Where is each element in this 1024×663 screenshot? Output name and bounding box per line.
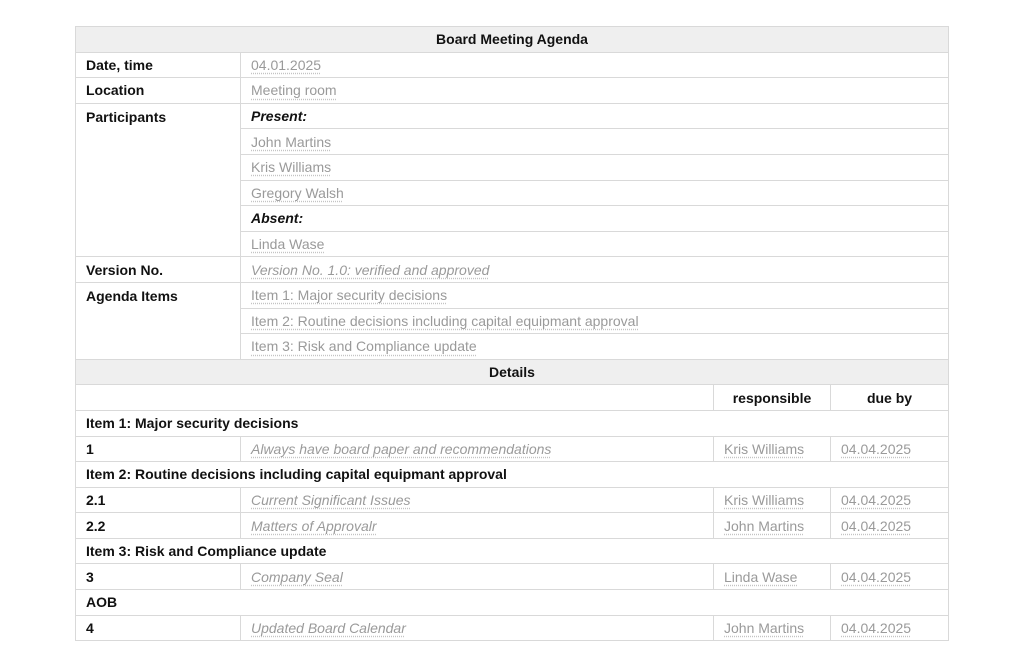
agenda-item-cell[interactable] — [241, 308, 949, 334]
version-value[interactable]: Version No. 1.0: verified and approved — [251, 261, 490, 278]
task-number: 2.1 — [76, 487, 241, 513]
due-cell[interactable] — [831, 564, 949, 590]
participant-cell[interactable] — [241, 129, 949, 155]
participants-label: Participants — [76, 103, 241, 257]
responsible-value[interactable]: John Martins — [724, 517, 805, 534]
task-text[interactable]: Always have board paper and recommendations — [251, 440, 552, 457]
participant-cell[interactable] — [241, 231, 949, 257]
responsible-value[interactable]: Linda Wase — [724, 568, 798, 585]
version-cell[interactable] — [241, 257, 949, 283]
agenda-items-label: Agenda Items — [76, 282, 241, 359]
task-cell[interactable] — [241, 487, 714, 513]
responsible-cell[interactable] — [714, 487, 831, 513]
location-label: Location — [76, 78, 241, 104]
responsible-cell[interactable] — [714, 436, 831, 462]
task-row — [76, 615, 949, 641]
due-cell[interactable] — [831, 513, 949, 539]
participant-present[interactable]: Kris Williams — [251, 159, 332, 176]
present-label-cell — [241, 103, 949, 129]
due-cell[interactable] — [831, 487, 949, 513]
due-value[interactable]: 04.04.2025 — [841, 568, 912, 585]
location-cell[interactable] — [241, 78, 949, 104]
absent-label-cell — [241, 206, 949, 232]
agenda-title: Board Meeting Agenda — [76, 27, 949, 53]
task-number: 3 — [76, 564, 241, 590]
task-text[interactable]: Matters of Approvalr — [251, 517, 377, 534]
task-cell[interactable] — [241, 436, 714, 462]
due-value[interactable]: 04.04.2025 — [841, 491, 912, 508]
date-value[interactable]: 04.01.2025 — [251, 56, 322, 73]
task-text[interactable]: Updated Board Calendar — [251, 619, 406, 636]
task-number: 4 — [76, 615, 241, 641]
task-text[interactable]: Company Seal — [251, 568, 343, 585]
task-row — [76, 436, 949, 462]
task-cell[interactable] — [241, 513, 714, 539]
responsible-value[interactable]: Kris Williams — [724, 491, 805, 508]
due-cell[interactable] — [831, 436, 949, 462]
agenda-item[interactable]: Item 1: Major security decisions — [251, 287, 448, 304]
group-heading: Item 1: Major security decisions — [76, 410, 949, 436]
due-column-header: due by — [831, 385, 949, 411]
group-heading: AOB — [76, 590, 949, 616]
task-row — [76, 564, 949, 590]
due-value[interactable]: 04.04.2025 — [841, 619, 912, 636]
task-text[interactable]: Current Significant Issues — [251, 491, 411, 508]
task-row — [76, 487, 949, 513]
date-cell[interactable] — [241, 52, 949, 78]
participant-present[interactable]: John Martins — [251, 133, 332, 150]
task-number: 2.2 — [76, 513, 241, 539]
responsible-value[interactable]: John Martins — [724, 619, 805, 636]
task-cell[interactable] — [241, 564, 714, 590]
details-header-blank — [76, 385, 714, 411]
responsible-column-header: responsible — [714, 385, 831, 411]
agenda-item-cell[interactable] — [241, 334, 949, 360]
participant-absent[interactable]: Linda Wase — [251, 236, 325, 253]
present-label: Present: — [251, 108, 308, 125]
due-value[interactable]: 04.04.2025 — [841, 440, 912, 457]
group-heading: Item 3: Risk and Compliance update — [76, 538, 949, 564]
participant-cell[interactable] — [241, 180, 949, 206]
responsible-cell[interactable] — [714, 564, 831, 590]
location-value[interactable]: Meeting room — [251, 82, 337, 99]
responsible-value[interactable]: Kris Williams — [724, 440, 805, 457]
participant-present[interactable]: Gregory Walsh — [251, 184, 344, 201]
responsible-cell[interactable] — [714, 513, 831, 539]
task-number: 1 — [76, 436, 241, 462]
date-label: Date, time — [76, 52, 241, 78]
responsible-cell[interactable] — [714, 615, 831, 641]
participant-cell[interactable] — [241, 154, 949, 180]
agenda-item[interactable]: Item 3: Risk and Compliance update — [251, 338, 477, 355]
agenda-item[interactable]: Item 2: Routine decisions including capital equipmant approval — [251, 312, 639, 329]
agenda-table — [75, 26, 949, 641]
due-cell[interactable] — [831, 615, 949, 641]
agenda-item-cell[interactable] — [241, 282, 949, 308]
details-heading: Details — [76, 359, 949, 385]
group-heading: Item 2: Routine decisions including capital equipmant approval — [76, 462, 949, 488]
due-value[interactable]: 04.04.2025 — [841, 517, 912, 534]
version-label: Version No. — [76, 257, 241, 283]
absent-label: Absent: — [251, 210, 304, 227]
task-cell[interactable] — [241, 615, 714, 641]
task-row — [76, 513, 949, 539]
